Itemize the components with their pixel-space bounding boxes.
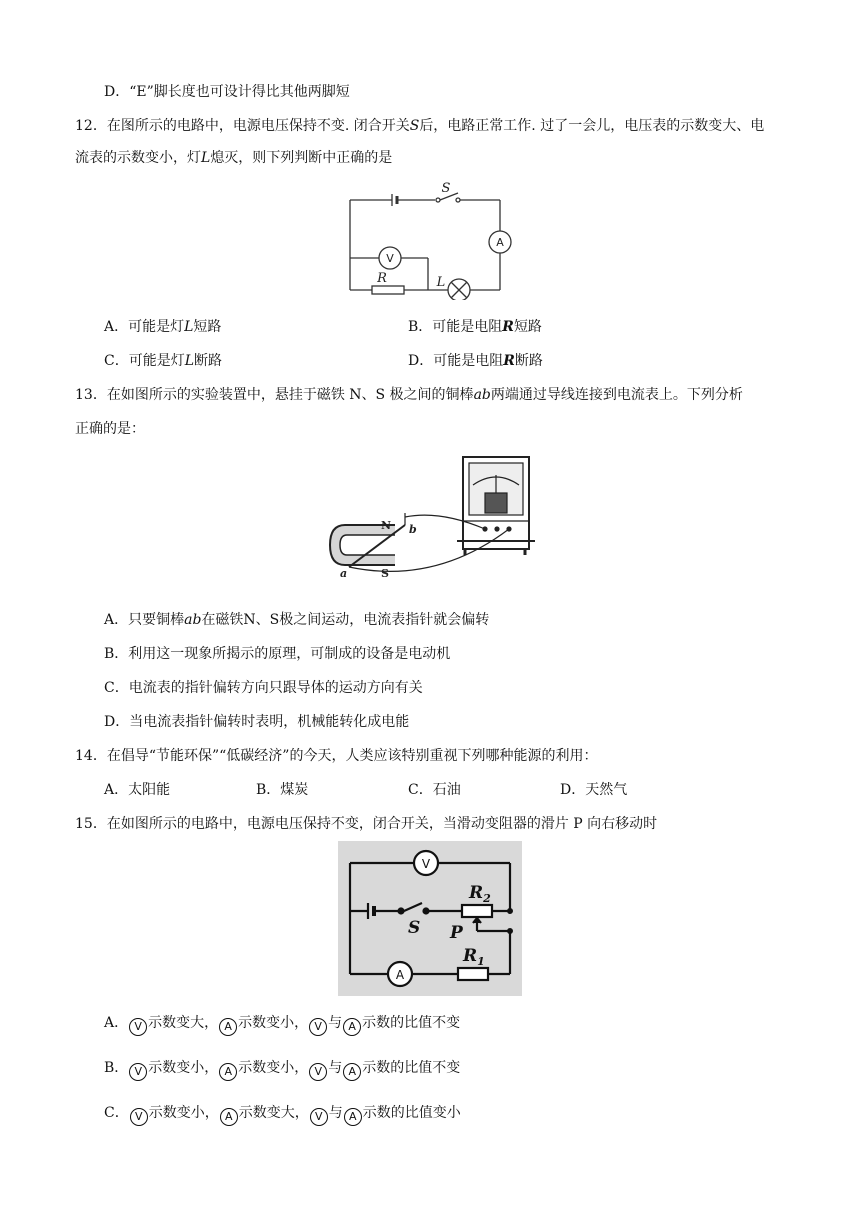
q12-option-c[interactable]: C．可能是灯L断路 (104, 353, 223, 369)
q15-option-c[interactable]: C． V 示数变小， A 示数变大， V 与 A 示数的比值变小 (104, 1103, 461, 1126)
q12-option-d[interactable]: D．可能是电阻R断路 (408, 353, 543, 369)
resistor-label: R (377, 271, 387, 286)
q12-option-b[interactable]: B．可能是电阻R短路 (408, 319, 542, 335)
q13-experiment-figure (325, 455, 535, 585)
rod-end-a-label: a (340, 567, 348, 580)
q12-stem-line1: 12．在图所示的电路中，电源电压保持不变. 闭合开关S后，电路正常工作. 过了一会儿，电压表的示数变大、电 (75, 118, 765, 134)
q15-option-a[interactable]: A． V 示数变大， A 示数变小， V 与 A 示数的比值不变 (104, 1013, 460, 1036)
ammeter-symbol: A (219, 1063, 237, 1081)
q13-option-a[interactable]: A．只要铜棒ab在磁铁N、S极之间运动，电流表指针就会偏转 (104, 612, 490, 628)
ammeter-symbol: A (343, 1063, 361, 1081)
voltmeter-symbol: V (309, 1063, 327, 1081)
q13-option-b[interactable]: B．利用这一现象所揭示的原理，可制成的设备是电动机 (104, 646, 451, 662)
r1-label: $R_1$ (463, 946, 485, 968)
voltmeter-symbol: V (309, 1018, 327, 1036)
slider-label: P (450, 923, 463, 943)
q13-stem-line1: 13．在如图所示的实验装置中，悬挂于磁铁 N、S 极之间的铜棒ab两端通过导线连接到电流表上。下列分析 (75, 387, 743, 403)
switch-label: S (441, 181, 451, 196)
q12-circuit-diagram (340, 180, 520, 300)
q14-option-d[interactable]: D．天然气 (560, 782, 628, 798)
q13-option-d[interactable]: D．当电流表指针偏转时表明，机械能转化成电能 (104, 714, 410, 730)
voltmeter-label: V (421, 857, 431, 871)
pole-s-label: S (381, 567, 389, 580)
q12-stem-line2: 流表的示数变小，灯L熄灭，则下列判断中正确的是 (75, 150, 393, 166)
q15-stem: 15．在如图所示的电路中，电源电压保持不变，闭合开关，当滑动变阻器的滑片 P 向右移动时 (75, 816, 658, 832)
voltmeter-symbol: V (310, 1108, 328, 1126)
ammeter-symbol: A (344, 1108, 362, 1126)
ammeter-symbol: A (219, 1018, 237, 1036)
q15-circuit-diagram (338, 841, 522, 996)
ammeter-label: A (496, 236, 504, 249)
ammeter-label: A (395, 968, 405, 982)
q14-option-c[interactable]: C．石油 (408, 782, 461, 798)
pole-n-label: N (381, 519, 392, 532)
voltmeter-symbol: V (130, 1108, 148, 1126)
q14-option-a[interactable]: A．太阳能 (104, 782, 171, 798)
rod-end-b-label: b (409, 523, 417, 536)
q11-option-d: D．“E”脚长度也可设计得比其他两脚短 (104, 84, 350, 100)
ammeter-symbol: A (220, 1108, 238, 1126)
voltmeter-symbol: V (129, 1018, 147, 1036)
ammeter-symbol: A (343, 1018, 361, 1036)
q13-option-c[interactable]: C．电流表的指针偏转方向只跟导体的运动方向有关 (104, 680, 423, 696)
r2-label: $R_2$ (469, 883, 491, 905)
switch-label: S (408, 918, 421, 938)
voltmeter-label: V (386, 252, 394, 265)
q12-option-a[interactable]: A．可能是灯L短路 (104, 319, 222, 335)
lamp-label: L (436, 275, 446, 290)
q13-stem-line2: 正确的是： (75, 421, 145, 437)
q14-stem: 14．在倡导“节能环保”“低碳经济”的今天，人类应该特别重视下列哪种能源的利用： (75, 748, 598, 764)
q15-option-b[interactable]: B． V 示数变小， A 示数变小， V 与 A 示数的比值不变 (104, 1058, 460, 1081)
q14-option-b[interactable]: B．煤炭 (256, 782, 309, 798)
voltmeter-symbol: V (129, 1063, 147, 1081)
